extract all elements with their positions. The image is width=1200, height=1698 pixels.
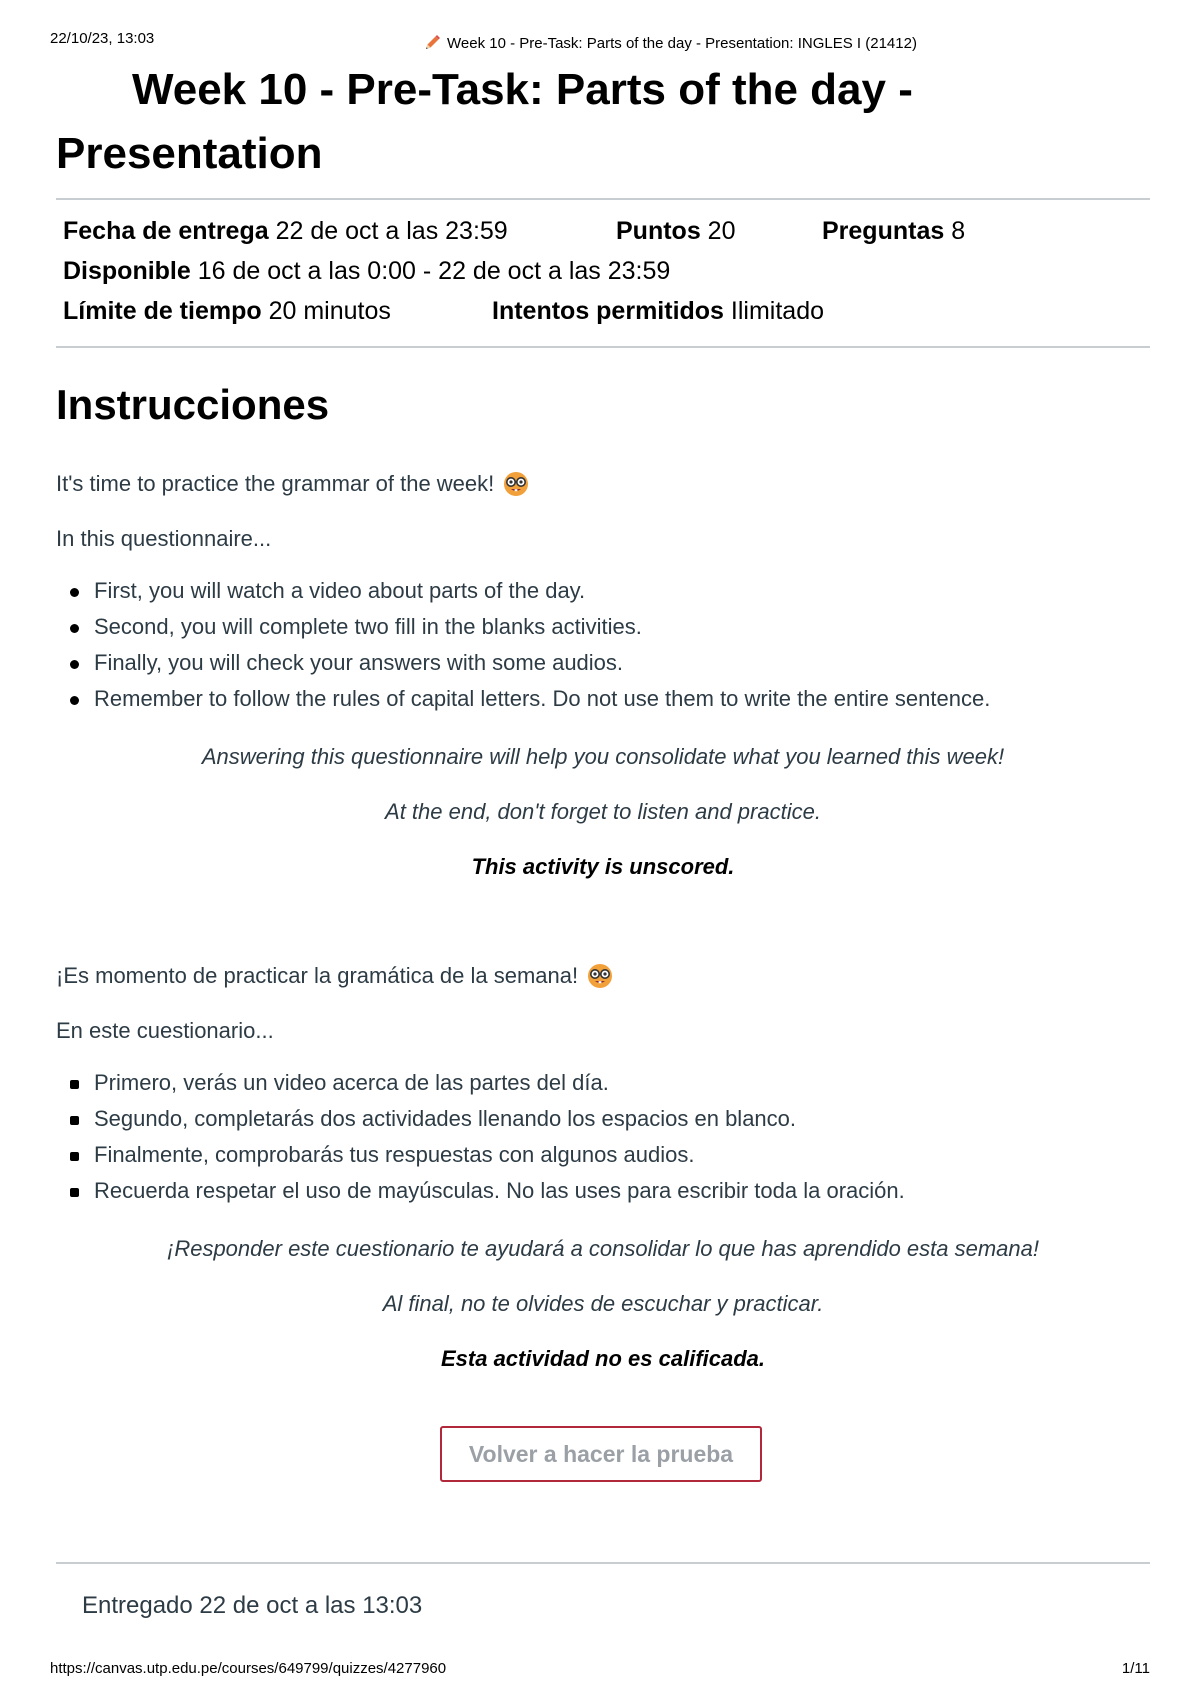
divider-top [56,198,1150,200]
points-label: Puntos [616,217,701,245]
print-page-number: 1/11 [1121,1660,1150,1677]
due-date-detail [63,216,508,246]
points-value: 20 [707,217,736,245]
list-item: Primero, verás un video acerca de las partes del día. [56,1065,905,1101]
list-item: First, you will watch a video about parts of the day. [56,573,990,609]
divider-bottom [56,1562,1150,1564]
attempts-detail [492,296,824,326]
questions-label: Preguntas [822,217,945,245]
spanish-reminder: Al final, no te olvides de escuchar y practicar. [382,1291,824,1316]
due-date-value: 22 de oct a las 23:59 [275,217,508,245]
english-intro-text: It's time to practice the grammar of the week! [56,471,495,496]
english-lead: In this questionnaire... [56,526,272,551]
nerd-face-icon [586,962,614,990]
english-intro [56,470,530,498]
list-item: Segundo, completarás dos actividades llenando los espacios en blanco. [56,1101,905,1137]
page-title-line2: Presentation [56,129,323,178]
available-label: Disponible [63,257,191,285]
attempts-value: Ilimitado [730,297,825,325]
time-limit-label: Límite de tiempo [63,297,262,325]
print-page-title [423,34,917,52]
pencil-icon [423,34,441,52]
print-title-text: Week 10 - Pre-Task: Parts of the day - Presentation: INGLES I (21412) [447,34,917,52]
divider-details [56,346,1150,348]
time-limit-detail [63,296,391,326]
submission-status: Entregado 22 de oct a las 13:03 [82,1592,423,1619]
spanish-motivation: ¡Responder este cuestionario te ayudará a consolidar lo que has aprendido esta semana! [167,1236,1039,1261]
english-scoring-note: This activity is unscored. [471,854,735,879]
spanish-steps-list [56,1065,905,1209]
due-date-label: Fecha de entrega [63,217,269,245]
questions-value: 8 [951,217,966,245]
retake-quiz-button[interactable]: Volver a hacer la prueba [440,1426,762,1482]
list-item: Second, you will complete two fill in the blanks activities. [56,609,990,645]
english-reminder: At the end, don't forget to listen and practice. [385,799,821,824]
print-date: 22/10/23, 13:03 [50,30,155,47]
english-steps-list [56,573,990,717]
list-item: Remember to follow the rules of capital letters. Do not use them to write the entire sentence. [56,681,990,717]
print-url: https://canvas.utp.edu.pe/courses/649799/quizzes/4277960 [50,1660,447,1677]
list-item: Finalmente, comprobarás tus respuestas con algunos audios. [56,1137,905,1173]
page-title-line1: Week 10 - Pre-Task: Parts of the day - [132,65,913,114]
attempts-label: Intentos permitidos [492,297,724,325]
points-detail [616,216,735,246]
nerd-face-icon [502,470,530,498]
page-title [56,58,1146,186]
spanish-intro-text: ¡Es momento de practicar la gramática de la semana! [56,963,579,988]
spanish-intro [56,962,614,990]
list-item: Recuerda respetar el uso de mayúsculas. No las uses para escribir toda la oración. [56,1173,905,1209]
english-motivation: Answering this questionnaire will help you consolidate what you learned this week! [201,744,1005,769]
print-header [50,30,1150,54]
instructions-heading: Instrucciones [56,381,330,428]
questions-detail [822,216,965,246]
time-limit-value: 20 minutos [268,297,391,325]
list-item: Finally, you will check your answers with some audios. [56,645,990,681]
spanish-lead: En este cuestionario... [56,1018,274,1043]
available-detail [63,256,670,286]
spanish-scoring-note: Esta actividad no es calificada. [440,1346,766,1371]
available-value: 16 de oct a las 0:00 - 22 de oct a las 23:59 [197,257,671,285]
